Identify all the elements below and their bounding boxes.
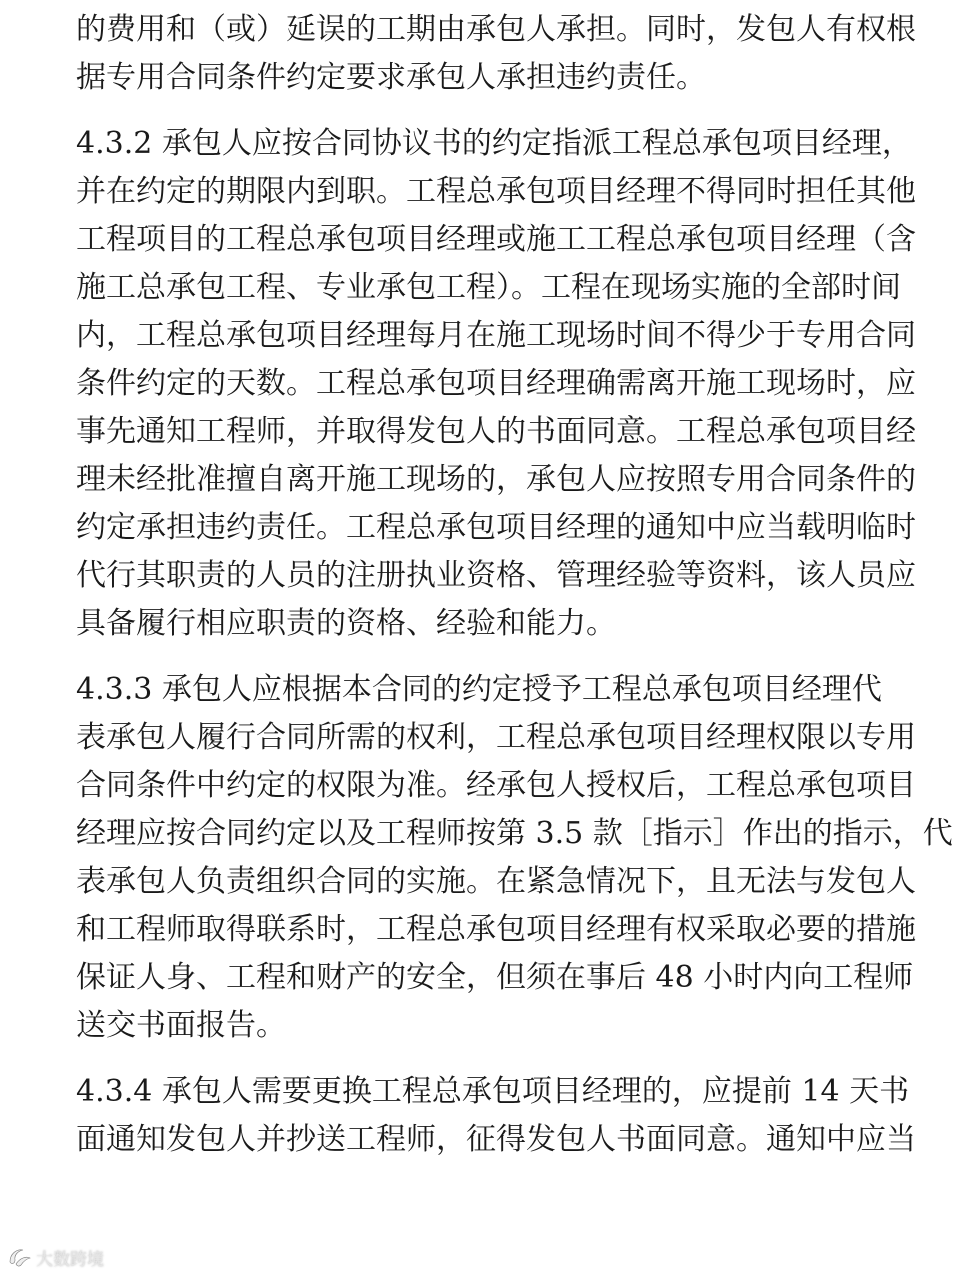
watermark xyxy=(6,1244,104,1270)
text-line: 内，工程总承包项目经理每月在施工现场时间不得少于专用合同 xyxy=(76,318,916,353)
text-line: 合同条件中约定的权限为准。经承包人授权后，工程总承包项目 xyxy=(76,768,916,803)
brand-logo-icon xyxy=(6,1246,32,1268)
text-line: 施工总承包工程、专业承包工程）。工程在现场实施的全部时间 xyxy=(76,270,901,305)
clause-4-3-2-heading-line: 4.3.2 承包人应按合同协议书的约定指派工程总承包项目经理， xyxy=(76,126,912,161)
text-line: 工程项目的工程总承包项目经理或施工工程总承包项目经理（含 xyxy=(76,222,916,257)
text-line: 并在约定的期限内到职。工程总承包项目经理不得同时担任其他 xyxy=(76,174,916,209)
text-line: 据专用合同条件约定要求承包人承担违约责任。 xyxy=(76,60,706,95)
text-line: 理未经批准擅自离开施工现场的，承包人应按照专用合同条件的 xyxy=(76,462,916,497)
text-line: 代行其职责的人员的注册执业资格、管理经验等资料，该人员应 xyxy=(76,558,916,593)
text-line: 送交书面报告。 xyxy=(76,1008,286,1043)
text-line: 条件约定的天数。工程总承包项目经理确需离开施工现场时，应 xyxy=(76,366,916,401)
text-line: 保证人身、工程和财产的安全，但须在事后 48 小时内向工程师 xyxy=(76,960,914,995)
clause-4-3-3-heading-line: 4.3.3 承包人应根据本合同的约定授予工程总承包项目经理代 xyxy=(76,672,882,707)
text-line: 具备履行相应职责的资格、经验和能力。 xyxy=(76,606,616,641)
text-line: 表承包人负责组织合同的实施。在紧急情况下，且无法与发包人 xyxy=(76,864,916,899)
text-line: 面通知发包人并抄送工程师，征得发包人书面同意。通知中应当 xyxy=(76,1122,916,1157)
clause-4-3-4-heading-line: 4.3.4 承包人需要更换工程总承包项目经理的，应提前 14 天书 xyxy=(76,1074,910,1109)
text-line: 约定承担违约责任。工程总承包项目经理的通知中应当载明临时 xyxy=(76,510,916,545)
text-line: 的费用和（或）延误的工期由承包人承担。同时，发包人有权根 xyxy=(76,12,916,47)
text-line: 事先通知工程师，并取得发包人的书面同意。工程总承包项目经 xyxy=(76,414,916,449)
text-line: 经理应按合同约定以及工程师按第 3.5 款［指示］作出的指示，代 xyxy=(76,816,953,851)
text-line: 表承包人履行合同所需的权利，工程总承包项目经理权限以专用 xyxy=(76,720,916,755)
watermark-text: 大数跨境 xyxy=(36,1249,104,1270)
text-line: 和工程师取得联系时，工程总承包项目经理有权采取必要的措施 xyxy=(76,912,916,947)
